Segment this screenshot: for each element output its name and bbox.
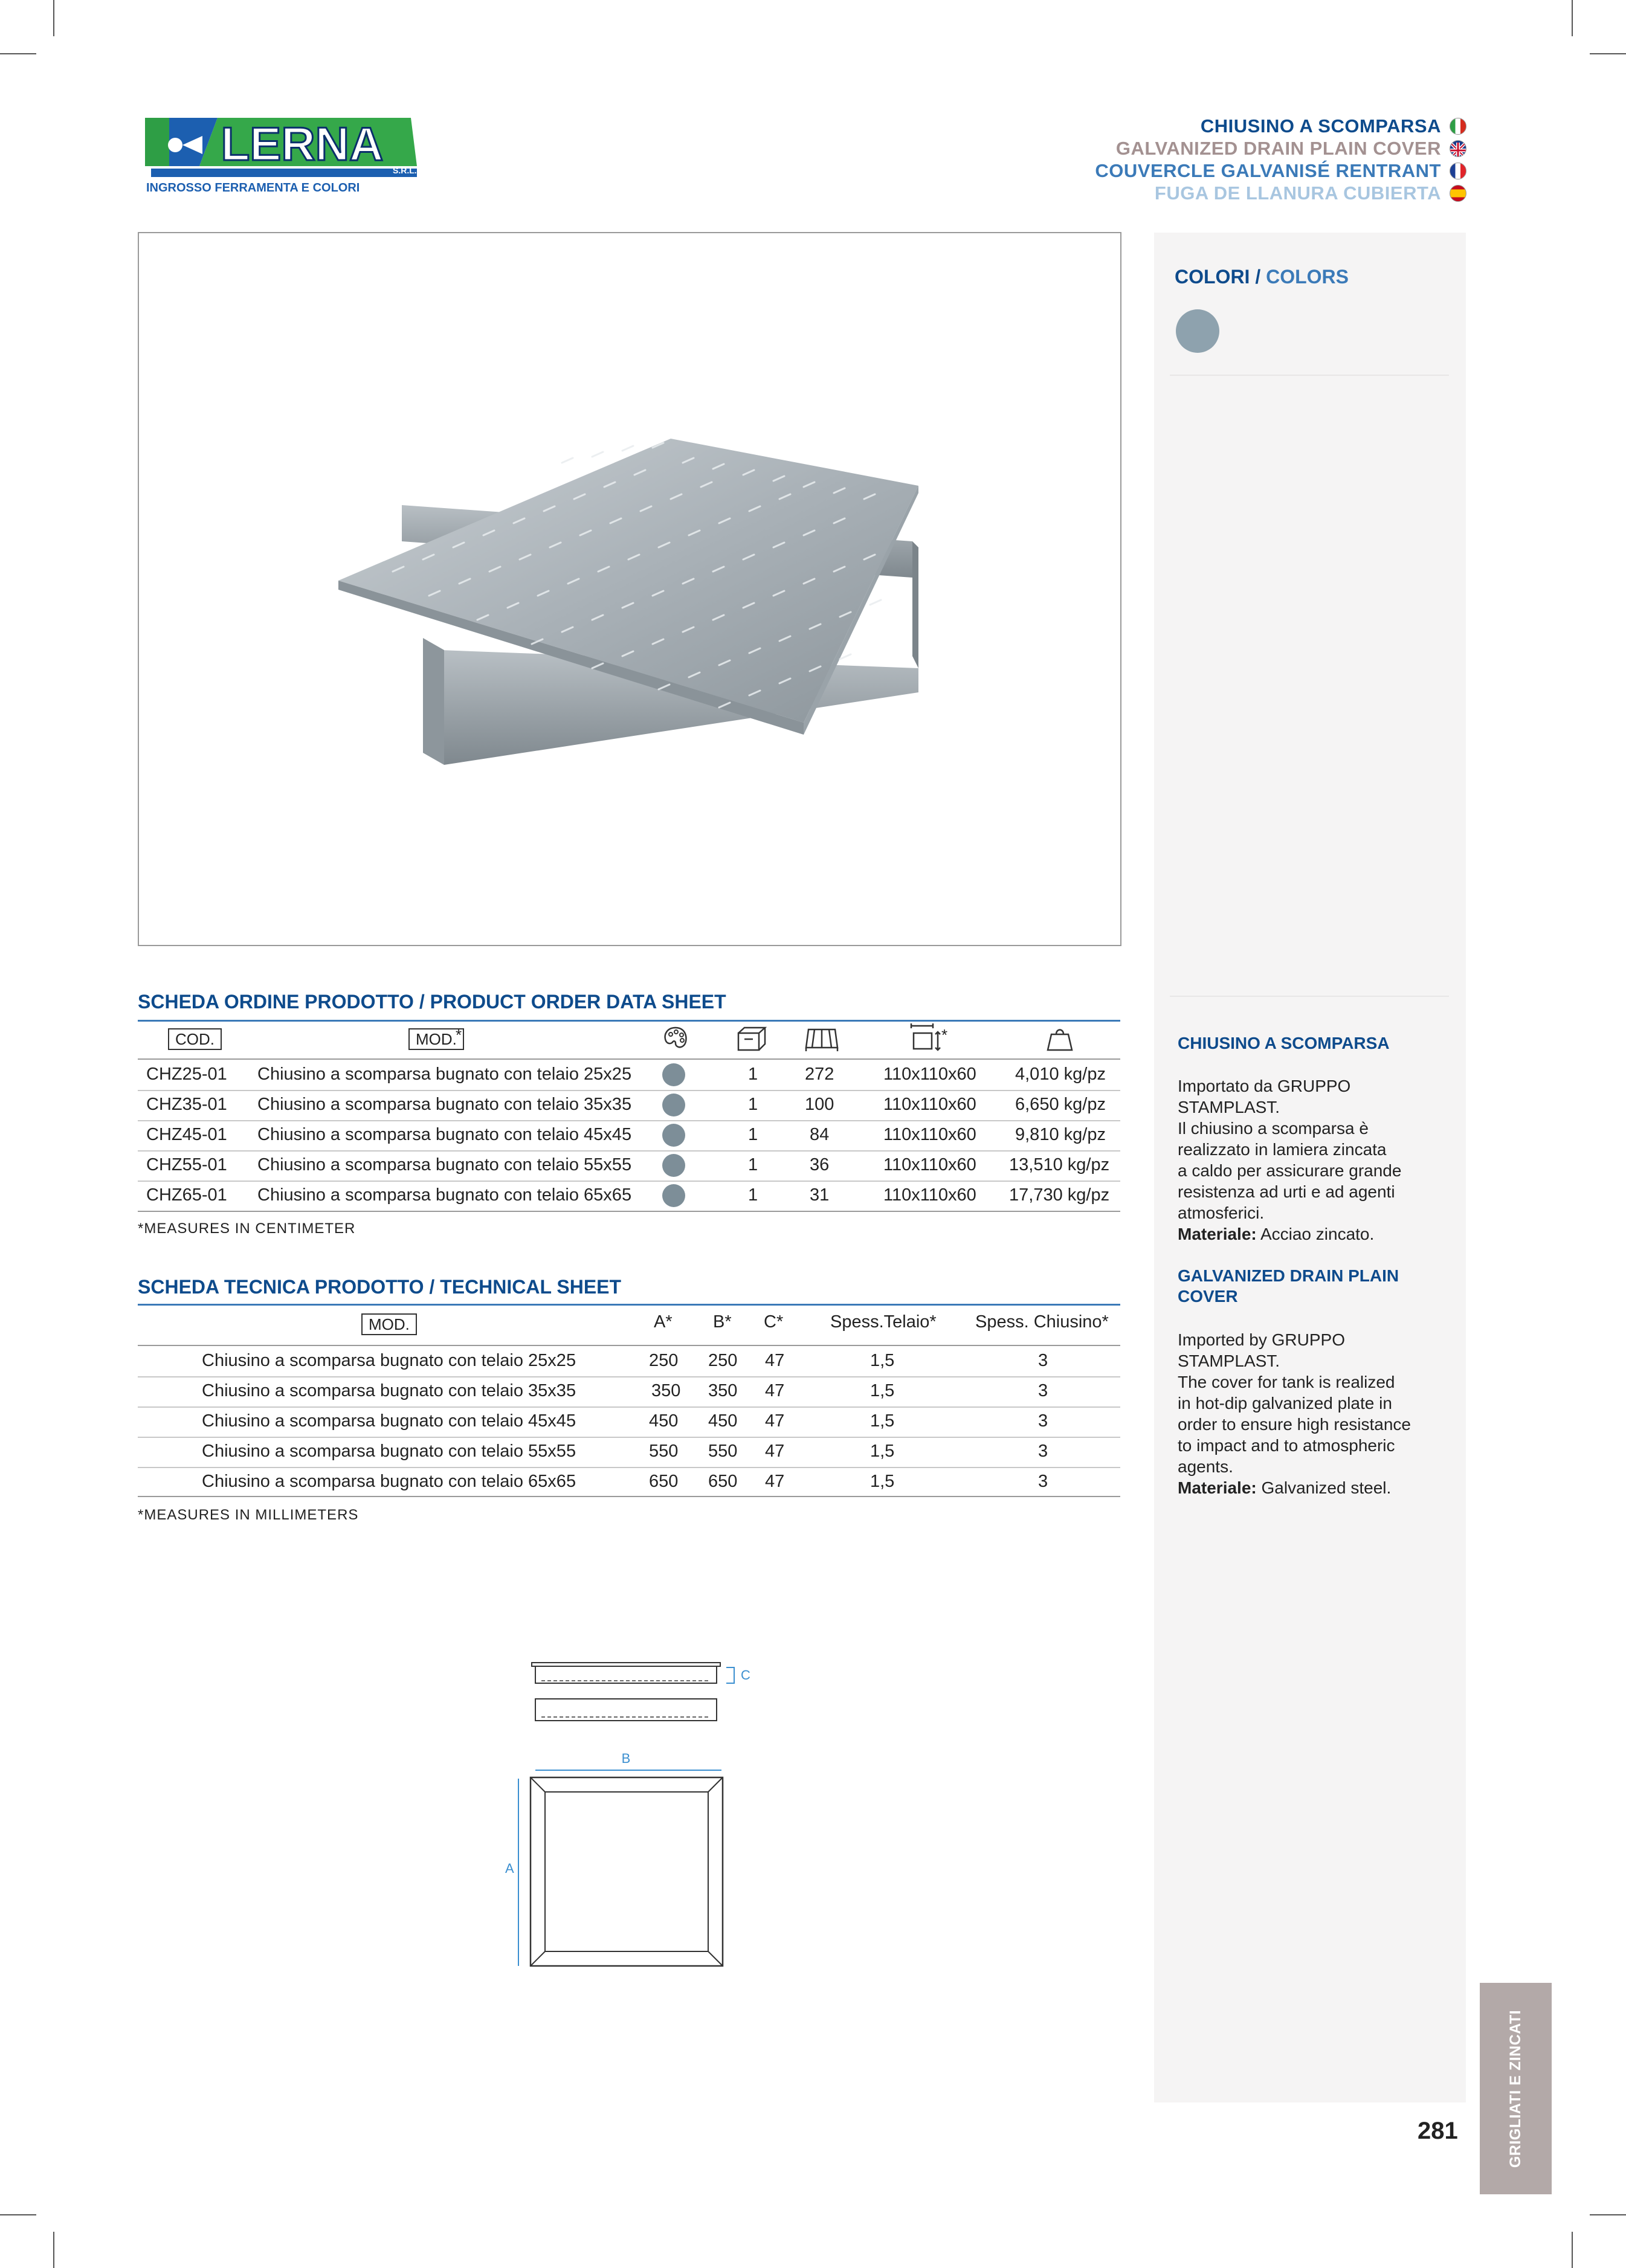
row-pack-qty: 1: [748, 1155, 758, 1174]
row-c: 47: [765, 1411, 785, 1431]
tech-header-a: A*: [654, 1312, 673, 1332]
uk-flag-icon: [1450, 140, 1466, 157]
header-model: MOD.: [408, 1028, 464, 1050]
row-code: CHZ65-01: [146, 1185, 227, 1205]
tech-sheet-note: *MEASURES IN MILLIMETERS: [138, 1507, 359, 1523]
row-b: 450: [708, 1411, 738, 1431]
tech-header-model: MOD.: [361, 1313, 417, 1335]
row-pallet-qty: 84: [810, 1125, 830, 1144]
row-divider: [138, 1150, 1120, 1152]
france-flag-icon: [1450, 163, 1466, 179]
dimension-a-label: A: [505, 1861, 514, 1876]
row-description: Chiusino a scomparsa bugnato con telaio 45x45: [257, 1125, 632, 1144]
row-frame-thickness: 1,5: [870, 1411, 895, 1431]
row-description: Chiusino a scomparsa bugnato con telaio 45x45: [202, 1411, 576, 1431]
row-code: CHZ55-01: [146, 1155, 227, 1174]
row-dimensions: 110x110x60: [883, 1065, 976, 1084]
row-a: 350: [651, 1381, 681, 1400]
tech-header-frame: Spess.Telaio*: [830, 1312, 937, 1332]
row-pack-qty: 1: [748, 1065, 758, 1084]
tech-header-divider: [138, 1345, 1120, 1346]
row-a: 550: [649, 1442, 679, 1461]
order-sheet-title: SCHEDA ORDINE PRODOTTO / PRODUCT ORDER DATA SHEET: [138, 991, 726, 1013]
crop-mark: [1590, 53, 1626, 54]
package-icon: [735, 1026, 771, 1055]
header-code: COD.: [168, 1028, 222, 1050]
crop-mark: [0, 2214, 36, 2215]
order-sheet-rule: [138, 1020, 1120, 1022]
header-model-star: *: [456, 1026, 462, 1044]
tech-header-cover: Spess. Chiusino*: [975, 1312, 1109, 1332]
row-description: Chiusino a scomparsa bugnato con telaio 35x35: [202, 1381, 576, 1400]
row-cover-thickness: 3: [1038, 1411, 1048, 1431]
row-divider: [138, 1090, 1120, 1091]
row-b: 650: [708, 1472, 738, 1491]
row-dimensions: 110x110x60: [883, 1095, 976, 1114]
description-title-en: GALVANIZED DRAIN PLAIN COVER: [1178, 1266, 1399, 1306]
row-b: 550: [708, 1442, 738, 1461]
row-weight: 13,510 kg/pz: [1009, 1155, 1110, 1174]
row-dimensions: 110x110x60: [883, 1185, 976, 1205]
row-pack-qty: 1: [748, 1095, 758, 1114]
svg-text:S.R.L.: S.R.L.: [393, 166, 417, 175]
order-table-bottom: [138, 1211, 1120, 1212]
color-swatch-galvanized: [1176, 309, 1219, 353]
row-frame-thickness: 1,5: [870, 1351, 895, 1370]
row-cover-thickness: 3: [1038, 1442, 1048, 1461]
colors-heading: COLORI / COLORS: [1175, 266, 1349, 288]
row-code: CHZ25-01: [146, 1065, 227, 1084]
crop-mark: [1590, 2214, 1626, 2215]
title-english: GALVANIZED DRAIN PLAIN COVER: [1095, 137, 1466, 159]
order-sheet-note: *MEASURES IN CENTIMETER: [138, 1220, 356, 1237]
color-dot: [662, 1124, 685, 1147]
sidebar-divider: [1170, 996, 1449, 997]
crop-mark: [1572, 0, 1573, 36]
row-weight: 9,810 kg/pz: [1015, 1125, 1106, 1144]
row-cover-thickness: 3: [1038, 1381, 1048, 1400]
row-description: Chiusino a scomparsa bugnato con telaio 25x25: [257, 1065, 632, 1084]
row-divider: [138, 1181, 1120, 1182]
spain-flag-icon: [1450, 185, 1466, 202]
description-body-it: Importato da GRUPPO STAMPLAST. Il chiusino a scomparsa è realizzato in lamiera zincata a caldo per assicurare grande resistenza ad urti e ad agenti atmosferici. Materiale: Acciao zincato.: [1178, 1077, 1402, 1243]
row-dimensions: 110x110x60: [883, 1155, 976, 1174]
row-divider: [138, 1437, 1120, 1438]
row-pallet-qty: 100: [805, 1095, 834, 1114]
row-description: Chiusino a scomparsa bugnato con telaio 25x25: [202, 1351, 576, 1370]
row-cover-thickness: 3: [1038, 1351, 1048, 1370]
row-pallet-qty: 36: [810, 1155, 830, 1174]
crop-mark: [53, 2232, 54, 2268]
crop-mark: [1572, 2232, 1573, 2268]
italy-flag-icon: [1450, 118, 1466, 135]
row-pack-qty: 1: [748, 1185, 758, 1205]
pallet-icon: [804, 1026, 840, 1055]
row-description: Chiusino a scomparsa bugnato con telaio 55x55: [257, 1155, 632, 1174]
row-c: 47: [765, 1381, 785, 1400]
row-frame-thickness: 1,5: [870, 1472, 895, 1491]
tech-sheet-rule: [138, 1304, 1120, 1306]
section-tab-label: GRIGLIATI E ZINCATI: [1507, 2009, 1524, 2168]
row-pallet-qty: 272: [805, 1065, 834, 1084]
title-italian: CHIUSINO A SCOMPARSA: [1095, 115, 1466, 137]
title-spanish: FUGA DE LLANURA CUBIERTA: [1095, 182, 1466, 204]
row-divider: [138, 1467, 1120, 1468]
row-divider: [138, 1376, 1120, 1377]
row-description: Chiusino a scomparsa bugnato con telaio 65x65: [257, 1185, 632, 1205]
row-frame-thickness: 1,5: [870, 1442, 895, 1461]
row-weight: 4,010 kg/pz: [1015, 1065, 1106, 1084]
tech-table-bottom: [138, 1496, 1120, 1497]
crop-mark: [0, 53, 36, 54]
svg-text:INGROSSO FERRAMENTA E COLORI: INGROSSO FERRAMENTA E COLORI: [146, 181, 360, 195]
sidebar-divider: [1170, 375, 1449, 376]
row-description: Chiusino a scomparsa bugnato con telaio 55x55: [202, 1442, 576, 1461]
color-dot: [662, 1063, 685, 1086]
row-description: Chiusino a scomparsa bugnato con telaio 35x35: [257, 1095, 632, 1114]
row-b: 350: [708, 1381, 738, 1400]
row-pallet-qty: 31: [810, 1185, 830, 1205]
order-header-divider: [138, 1058, 1120, 1060]
technical-drawing: [502, 1649, 779, 1976]
color-dot: [662, 1184, 685, 1207]
row-frame-thickness: 1,5: [870, 1381, 895, 1400]
svg-text:LERNA: LERNA: [221, 118, 384, 170]
dimension-b-label: B: [621, 1751, 631, 1766]
dimension-c-label: C: [741, 1667, 750, 1683]
color-dot: [662, 1154, 685, 1177]
row-b: 250: [708, 1351, 738, 1370]
product-image: [138, 232, 1121, 946]
row-description: Chiusino a scomparsa bugnato con telaio 65x65: [202, 1472, 576, 1491]
row-c: 47: [765, 1351, 785, 1370]
product-titles: [1095, 115, 1466, 204]
tech-header-b: B*: [713, 1312, 732, 1332]
palette-icon: [662, 1026, 689, 1053]
row-weight: 6,650 kg/pz: [1015, 1095, 1106, 1114]
row-pack-qty: 1: [748, 1125, 758, 1144]
row-a: 450: [649, 1411, 679, 1431]
row-c: 47: [765, 1472, 785, 1491]
company-logo: [145, 118, 417, 202]
row-divider: [138, 1406, 1120, 1408]
row-dimensions: 110x110x60: [883, 1125, 976, 1144]
header-dims-star: *: [941, 1026, 948, 1044]
description-body-en: Imported by GRUPPO STAMPLAST. The cover for tank is realized in hot-dip galvanized plate in order to ensure high resistance to impact and to atmospheric agents. Materiale: Galvanized steel.: [1178, 1330, 1411, 1497]
color-dot: [662, 1094, 685, 1116]
crop-mark: [53, 0, 54, 36]
row-code: CHZ45-01: [146, 1125, 227, 1144]
row-code: CHZ35-01: [146, 1095, 227, 1114]
row-divider: [138, 1120, 1120, 1121]
row-cover-thickness: 3: [1038, 1472, 1048, 1491]
title-french: COUVERCLE GALVANISÉ RENTRANT: [1095, 159, 1466, 182]
weight-icon: [1045, 1026, 1074, 1055]
tech-header-c: C*: [764, 1312, 784, 1332]
row-a: 650: [649, 1472, 679, 1491]
dimensions-icon: [909, 1022, 948, 1055]
page-number: 281: [1418, 2118, 1458, 2144]
description-title-it: CHIUSINO A SCOMPARSA: [1178, 1034, 1390, 1052]
row-c: 47: [765, 1442, 785, 1461]
row-a: 250: [649, 1351, 679, 1370]
tech-sheet-title: SCHEDA TECNICA PRODOTTO / TECHNICAL SHEET: [138, 1276, 622, 1298]
row-weight: 17,730 kg/pz: [1009, 1185, 1110, 1205]
